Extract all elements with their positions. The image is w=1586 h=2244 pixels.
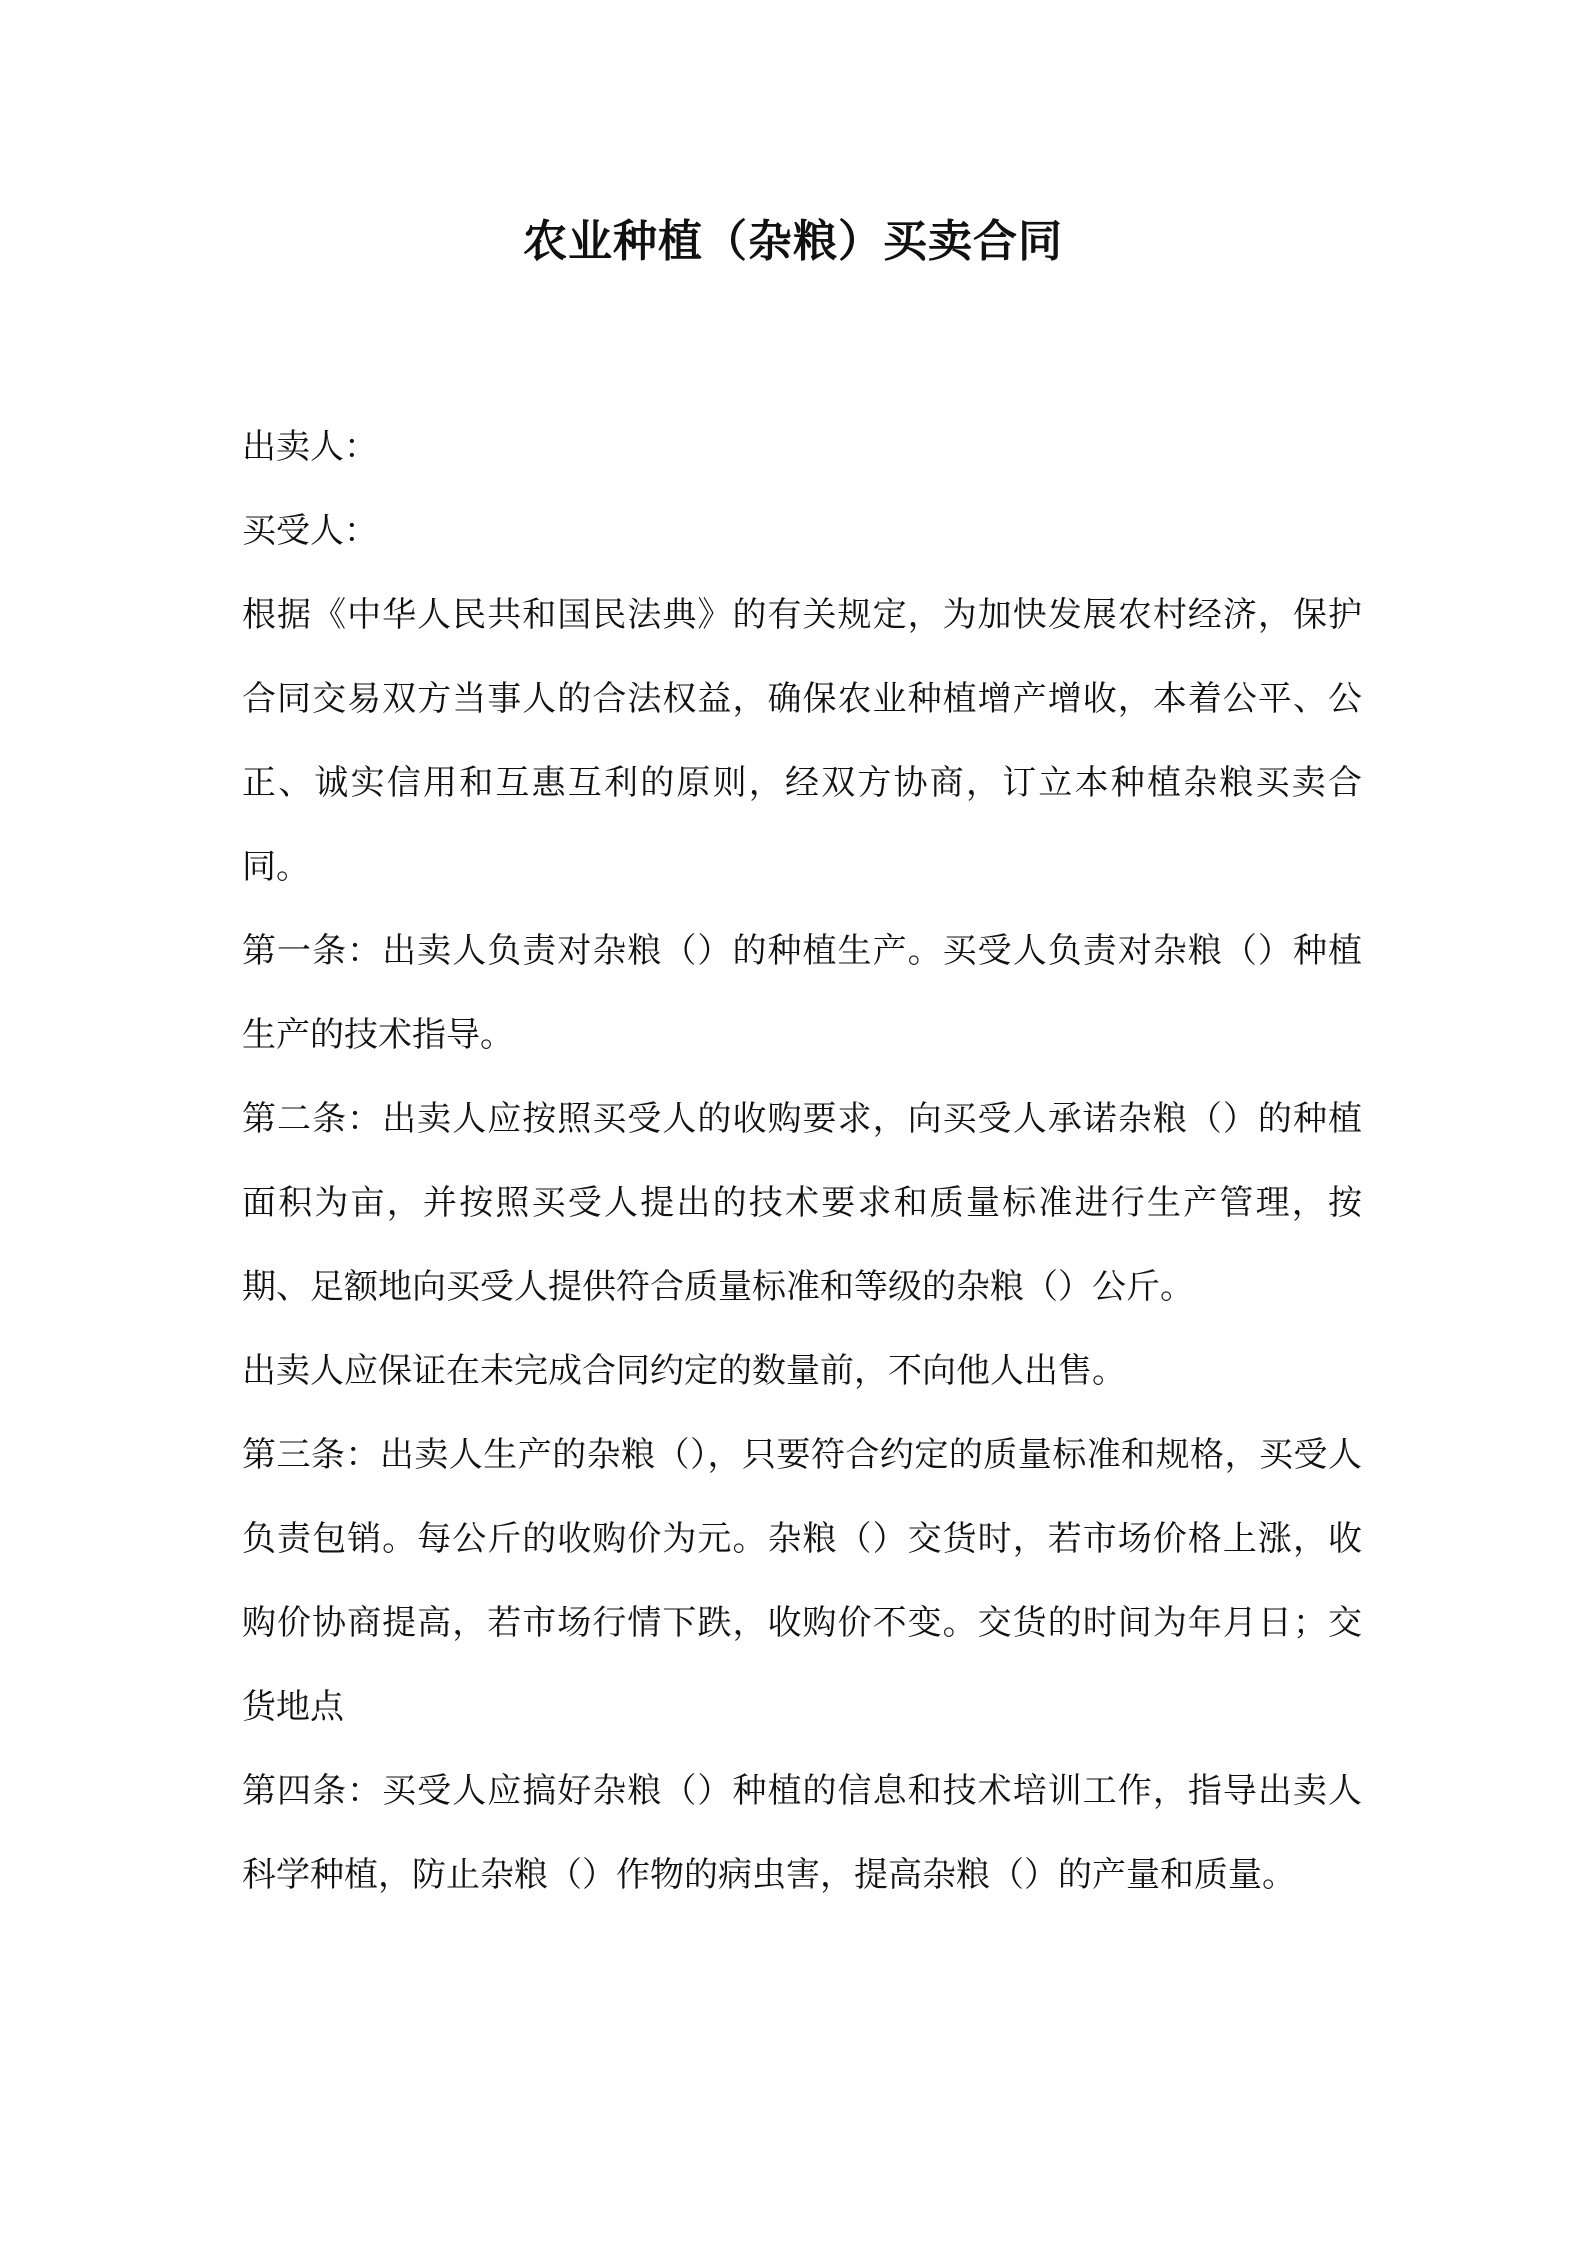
- document-title: 农业种植（杂粮）买卖合同: [523, 216, 1063, 267]
- seller-line: 出卖人：: [242, 427, 378, 467]
- buyer-line: 买受人：: [242, 511, 378, 551]
- article-2-note-paragraph: 出卖人应保证在未完成合同约定的数量前，不向他人出售。: [242, 1351, 1126, 1391]
- article-1-paragraph: 第一条：出卖人负责对杂粮（）的种植生产。买受人负责对杂粮（）种植生产的技术指导。: [242, 931, 1362, 1055]
- document-body: [242, 405, 1362, 1917]
- article-3-paragraph: 第三条：出卖人生产的杂粮（），只要符合约定的质量标准和规格，买受人负责包销。每公斤的收购价为元。杂粮（）交货时，若市场价格上涨，收购价协商提高，若市场行情下跌，收购价不变。交货的时间为年月日；交货地点: [242, 1435, 1362, 1727]
- preamble-paragraph: 根据《中华人民共和国民法典》的有关规定，为加快发展农村经济，保护合同交易双方当事人的合法权益，确保农业种植增产增收，本着公平、公正、诚实信用和互惠互利的原则，经双方协商，订立本种植杂粮买卖合同。: [242, 595, 1362, 887]
- article-4-paragraph: 第四条：买受人应搞好杂粮（）种植的信息和技术培训工作，指导出卖人科学种植，防止杂粮（）作物的病虫害，提高杂粮（）的产量和质量。: [242, 1771, 1362, 1895]
- article-2-paragraph: 第二条：出卖人应按照买受人的收购要求，向买受人承诺杂粮（）的种植面积为亩，并按照买受人提出的技术要求和质量标准进行生产管理，按期、足额地向买受人提供符合质量标准和等级的杂粮（）公斤。: [242, 1099, 1362, 1307]
